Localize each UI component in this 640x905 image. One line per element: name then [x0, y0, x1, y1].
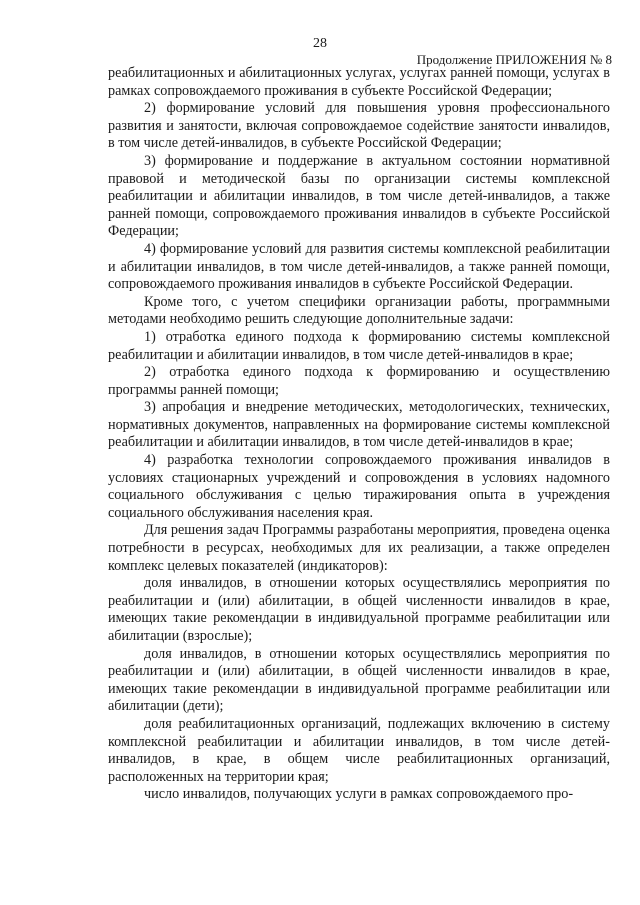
paragraph: 3) апробация и внедрение методических, методологических, технических, нормативных документов, направленных на формирование системы комплексной реабилитации и абилитации инвалидов, в том числе детей-инвалидов в крае; — [108, 399, 610, 451]
paragraph: 4) формирование условий для развития системы комплексной реабилитации и абилитации инвалидов, в том числе детей-инвалидов, а также ранней помощи, сопровождаемого проживания инвалидов в субъекте Российской Федерации. — [108, 240, 610, 293]
paragraph: 4) разработка технологии сопровождаемого проживания инвалидов в условиях стационарных учреждений и сопровождения в условиях надомного социального обслуживания с целью тиражирования опыта в учреждения социального обслуживания населения края. — [108, 452, 610, 521]
paragraph: Кроме того, с учетом специфики организации работы, программными методами необходимо решить следующие дополнительные задачи: — [108, 293, 610, 328]
document-body — [108, 65, 610, 804]
page-number: 28 — [313, 36, 327, 51]
paragraph: 2) формирование условий для повышения уровня профессионального развития и занятости, включая сопровождаемое содействие занятости инвалидов, в том числе детей-инвалидов, в субъекте Российской Федерации; — [108, 100, 610, 152]
paragraph: Для решения задач Программы разработаны мероприятия, проведена оценка потребности в ресурсах, необходимых для их реализации, а также определен комплекс целевых показателей (индикаторов): — [108, 522, 610, 574]
paragraph: реабилитационных и абилитационных услугах, услугах ранней помощи, услугах в рамках сопровождаемого проживания в субъекте Российской Федерации; — [108, 65, 610, 99]
paragraph: 3) формирование и поддержание в актуальном состоянии нормативной правовой и методической базы по организации системы комплексной реабилитации и абилитации инвалидов, в том числе детей-инвалидов, а также ранней помощи, сопровождаемого проживания инвалидов в субъекте Российской Федерации; — [108, 152, 610, 240]
appendix-continuation-label: Продолжение ПРИЛОЖЕНИЯ № 8 — [416, 52, 612, 67]
paragraph: доля инвалидов, в отношении которых осуществлялись мероприятия по реабилитации и (или) абилитации, в общей численности инвалидов в крае, имеющих такие рекомендации в индивидуальной программе реабилитации или абилитации (дети); — [108, 645, 610, 715]
paragraph: доля реабилитационных организаций, подлежащих включению в систему комплексной реабилитации и абилитации инвалидов, в том числе детей-инвалидов, в крае, в общем числе реабилитационных организаций, расположенных на территории края; — [108, 715, 610, 785]
paragraph: 1) отработка единого подхода к формированию системы комплексной реабилитации и абилитации инвалидов, в том числе детей-инвалидов в крае; — [108, 328, 610, 363]
paragraph: число инвалидов, получающих услуги в рамках сопровождаемого про- — [144, 786, 574, 803]
paragraph: доля инвалидов, в отношении которых осуществлялись мероприятия по реабилитации и (или) абилитации, в общей численности инвалидов в крае, имеющих такие рекомендации в индивидуальной программе реабилитации или абилитации (взрослые); — [108, 575, 610, 644]
paragraph: 2) отработка единого подхода к формированию и осуществлению программы ранней помощи; — [108, 364, 610, 398]
